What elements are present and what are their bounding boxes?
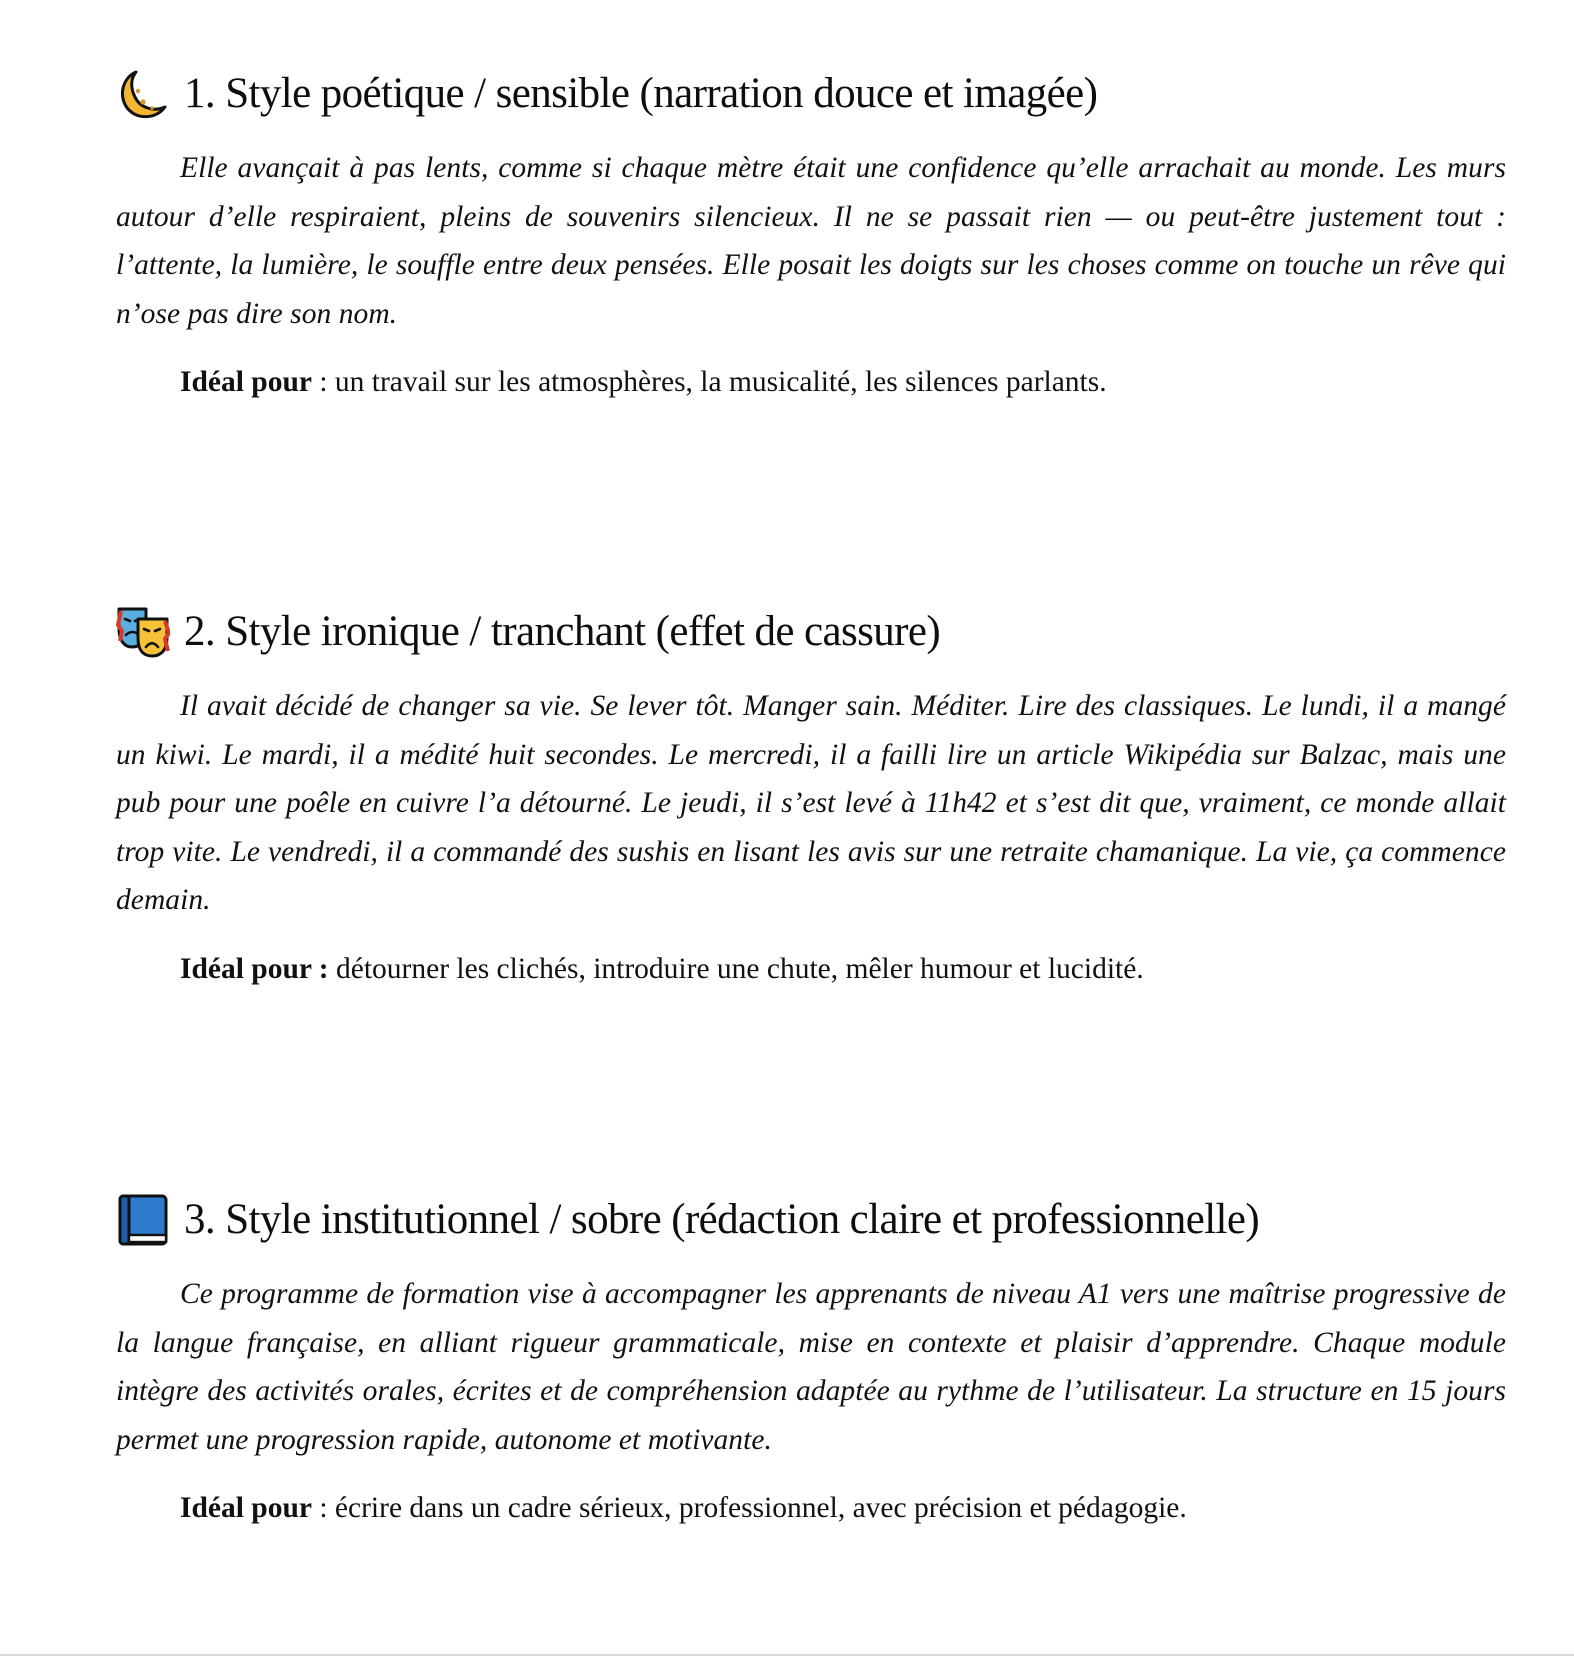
section-institutional-style: [116, 1188, 1506, 1532]
ideal-for-line: [180, 945, 1506, 993]
ideal-for-line: [180, 1484, 1506, 1532]
ideal-for-label: Idéal pour :: [180, 952, 329, 985]
section-heading: [116, 62, 1506, 126]
section-excerpt: Il avait décidé de changer sa vie. Se lever tôt. Manger sain. Méditer. Lire des classiques. Le lundi, il a mangé un kiwi. Le mardi, il a médité huit secondes. Le mercredi, il a failli lire un article Wikipédia sur Balzac, mais une pub pour une poêle en cuivre l’a détourné. Le jeudi, il s’est levé à 11h42 et s’est dit que, vraiment, ce monde allait trop vite. Le vendredi, il a commandé des sushis en lisant les avis sur une retraite chamanique. La vie, ça commence demain.: [116, 690, 1506, 916]
section-heading: [116, 600, 1506, 664]
ideal-for-text: : écrire dans un cadre sérieux, professionnel, avec précision et pédagogie.: [311, 1492, 1187, 1524]
section-ironic-style: [116, 600, 1506, 993]
section-excerpt: Elle avançait à pas lents, comme si chaque mètre était une confidence qu’elle arrachait au monde. Les murs autour d’elle respiraient, pleins de souvenirs silencieux. Il ne se passait rien — ou peut-être justement tout : l’attente, la lumière, le souffle entre deux pensées. Elle posait les doigts sur les choses comme on touche un rêve qui n’ose pas dire son nom.: [116, 152, 1506, 330]
section-title: 2. Style ironique / tranchant (effet de cassure): [184, 608, 941, 655]
blue-book-icon: [116, 1193, 170, 1247]
ideal-for-label: Idéal pour: [180, 366, 312, 398]
section-excerpt: Ce programme de formation vise à accompagner les apprenants de niveau A1 vers une maîtrise progressive de la langue française, en alliant rigueur grammaticale, mise en contexte et plaisir d’apprendre. Chaque module intègre des activités orales, écrites et de compréhension adaptée au rythme de l’utilisateur. La structure en 15 jours permet une progression rapide, autonome et motivante.: [116, 1278, 1506, 1456]
page-bottom-divider: [0, 1654, 1574, 1656]
ideal-for-line: [180, 358, 1506, 406]
section-heading: [116, 1188, 1506, 1252]
crescent-moon-icon: [116, 67, 170, 121]
theater-masks-icon: [116, 605, 170, 659]
ideal-for-text: : un travail sur les atmosphères, la musicalité, les silences parlants.: [311, 366, 1107, 398]
ideal-for-label: Idéal pour: [180, 1492, 312, 1524]
section-title: 1. Style poétique / sensible (narration douce et imagée): [184, 70, 1098, 117]
ideal-for-text: détourner les clichés, introduire une chute, mêler humour et lucidité.: [328, 952, 1144, 985]
section-poetic-style: [116, 62, 1506, 406]
section-title: 3. Style institutionnel / sobre (rédaction claire et professionnelle): [184, 1196, 1260, 1243]
